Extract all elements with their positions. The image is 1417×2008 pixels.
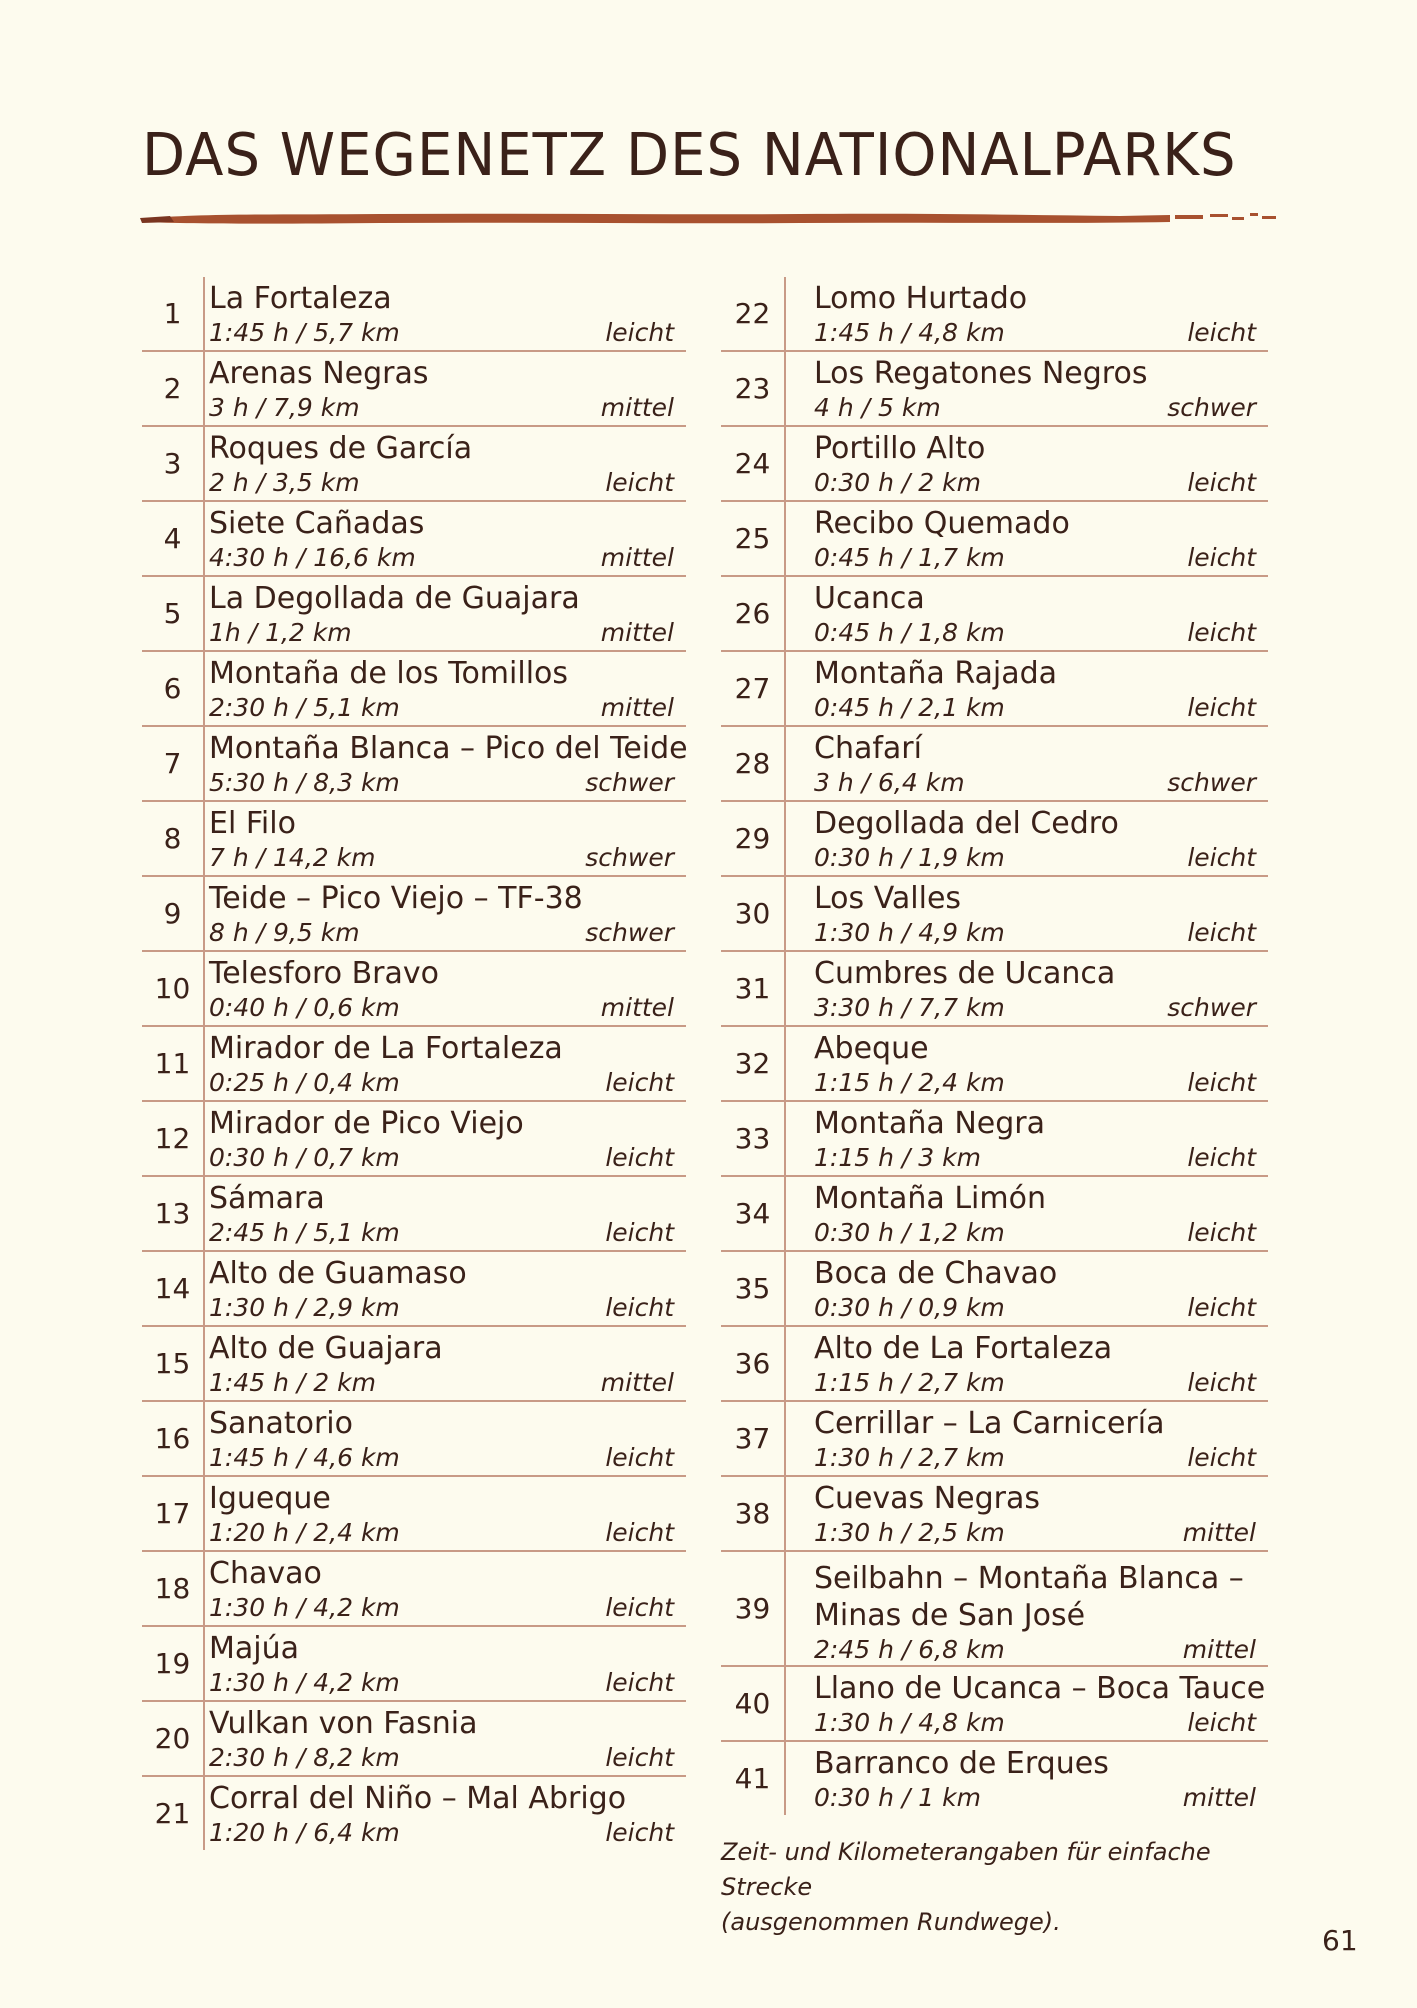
trail-difficulty: leicht — [1187, 318, 1256, 347]
trail-entry — [142, 352, 686, 427]
trail-entry — [721, 1742, 1268, 1815]
trail-name: Los Regatones Negros — [814, 356, 1148, 391]
trail-name: Sámara — [209, 1181, 325, 1216]
trail-number: 31 — [721, 952, 786, 1025]
trail-duration-distance: 0:30 h / 1,9 km — [814, 843, 1005, 872]
trail-duration-distance: 1:20 h / 2,4 km — [209, 1518, 400, 1547]
trail-duration-distance: 1:30 h / 2,5 km — [814, 1518, 1005, 1547]
trail-difficulty: mittel — [600, 393, 674, 422]
trail-duration-distance: 0:45 h / 2,1 km — [814, 693, 1005, 722]
trail-difficulty: leicht — [1187, 693, 1256, 722]
trail-difficulty: leicht — [605, 1818, 674, 1847]
trail-difficulty: mittel — [600, 618, 674, 647]
trail-number: 28 — [721, 727, 786, 800]
trail-number: 16 — [142, 1402, 205, 1475]
trail-duration-distance: 2:45 h / 6,8 km — [814, 1635, 1005, 1664]
trail-number: 9 — [142, 877, 205, 950]
trail-name: Cuevas Negras — [814, 1481, 1041, 1516]
trail-duration-distance: 4:30 h / 16,6 km — [209, 543, 416, 572]
trail-entry — [142, 577, 686, 652]
trail-number: 15 — [142, 1327, 205, 1400]
trail-difficulty: leicht — [1187, 918, 1256, 947]
trail-entry — [142, 1102, 686, 1177]
trail-number: 24 — [721, 427, 786, 500]
trail-number: 1 — [142, 277, 205, 350]
trail-duration-distance: 0:30 h / 1 km — [814, 1783, 981, 1812]
trail-name: Mirador de Pico Viejo — [209, 1106, 524, 1141]
trail-name: Llano de Ucanca – Boca Tauce — [814, 1671, 1266, 1706]
trail-duration-distance: 0:30 h / 2 km — [814, 468, 981, 497]
trail-difficulty: leicht — [605, 1593, 674, 1622]
trail-number: 32 — [721, 1027, 786, 1100]
trail-duration-distance: 5:30 h / 8,3 km — [209, 768, 400, 797]
trail-difficulty: leicht — [1187, 468, 1256, 497]
trail-duration-distance: 1:30 h / 2,9 km — [209, 1293, 400, 1322]
trail-entry — [721, 502, 1268, 577]
trail-number: 12 — [142, 1102, 205, 1175]
trail-entry — [142, 1027, 686, 1102]
trail-name: La Fortaleza — [209, 281, 392, 316]
trail-difficulty: leicht — [1187, 1368, 1256, 1397]
trail-name: Portillo Alto — [814, 431, 986, 466]
trail-name: Montaña Rajada — [814, 656, 1058, 691]
trail-entry — [142, 802, 686, 877]
trail-difficulty: schwer — [585, 768, 674, 797]
trail-difficulty: leicht — [605, 1068, 674, 1097]
trail-name: Montaña Negra — [814, 1106, 1045, 1141]
trail-name: Cerrillar – La Carnicería — [814, 1406, 1165, 1441]
trail-name: Telesforo Bravo — [209, 956, 439, 991]
trail-name: Sanatorio — [209, 1406, 353, 1441]
trail-difficulty: mittel — [600, 1368, 674, 1397]
trail-number: 18 — [142, 1552, 205, 1625]
trail-number: 19 — [142, 1627, 205, 1700]
trail-difficulty: leicht — [1187, 1443, 1256, 1472]
trail-difficulty: schwer — [585, 918, 674, 947]
trail-difficulty: mittel — [600, 993, 674, 1022]
trail-entry — [721, 1667, 1268, 1742]
trail-name: Arenas Negras — [209, 356, 429, 391]
trail-difficulty: leicht — [1187, 1218, 1256, 1247]
trail-entry — [142, 277, 686, 352]
trail-number: 7 — [142, 727, 205, 800]
trail-entry — [142, 727, 686, 802]
trail-duration-distance: 0:40 h / 0,6 km — [209, 993, 400, 1022]
trail-number: 38 — [721, 1477, 786, 1550]
trail-number: 3 — [142, 427, 205, 500]
trail-difficulty: schwer — [1167, 393, 1256, 422]
trail-duration-distance: 1:15 h / 3 km — [814, 1143, 981, 1172]
trail-entry — [142, 877, 686, 952]
trail-name: Alto de Guajara — [209, 1331, 443, 1366]
trail-name: Recibo Quemado — [814, 506, 1070, 541]
footnote-line: Zeit- und Kilometerangaben für einfache Strecke — [721, 1838, 1211, 1901]
trail-difficulty: leicht — [1187, 843, 1256, 872]
trail-number: 23 — [721, 352, 786, 425]
trail-number: 29 — [721, 802, 786, 875]
trail-name: Montaña de los Tomillos — [209, 656, 569, 691]
trail-duration-distance: 1:30 h / 2,7 km — [814, 1443, 1005, 1472]
trail-duration-distance: 2:30 h / 8,2 km — [209, 1743, 400, 1772]
trail-name: Siete Cañadas — [209, 506, 425, 541]
trail-duration-distance: 7 h / 14,2 km — [209, 843, 376, 872]
trail-duration-distance: 1:30 h / 4,9 km — [814, 918, 1005, 947]
page-title: DAS WEGENETZ DES NATIONALPARKS — [142, 121, 1237, 190]
trail-entry — [142, 1327, 686, 1402]
trail-duration-distance: 1:45 h / 4,6 km — [209, 1443, 400, 1472]
trail-list-left — [142, 277, 686, 1850]
trail-number: 13 — [142, 1177, 205, 1250]
page-number: 61 — [1322, 1924, 1358, 1957]
trail-duration-distance: 1h / 1,2 km — [209, 618, 352, 647]
brush-stroke-divider — [140, 205, 1280, 231]
trail-difficulty: leicht — [605, 1293, 674, 1322]
trail-name: Mirador de La Fortaleza — [209, 1031, 563, 1066]
trail-duration-distance: 1:30 h / 4,2 km — [209, 1668, 400, 1697]
trail-difficulty: leicht — [1187, 1293, 1256, 1322]
trail-entry — [142, 502, 686, 577]
trail-number: 25 — [721, 502, 786, 575]
trail-name: Chafarí — [814, 731, 922, 766]
trail-difficulty: leicht — [1187, 1708, 1256, 1737]
trail-entry — [721, 1477, 1268, 1552]
trail-entry — [721, 427, 1268, 502]
trail-number: 34 — [721, 1177, 786, 1250]
trail-name: Roques de García — [209, 431, 473, 466]
trail-entry — [721, 802, 1268, 877]
trail-number: 2 — [142, 352, 205, 425]
trail-duration-distance: 0:30 h / 0,9 km — [814, 1293, 1005, 1322]
trail-entry — [721, 727, 1268, 802]
trail-difficulty: mittel — [1182, 1783, 1256, 1812]
trail-name: Corral del Niño – Mal Abrigo — [209, 1781, 627, 1816]
trail-duration-distance: 1:45 h / 4,8 km — [814, 318, 1005, 347]
trail-entry — [721, 652, 1268, 727]
trail-duration-distance: 2:45 h / 5,1 km — [209, 1218, 400, 1247]
trail-number: 26 — [721, 577, 786, 650]
trail-entry — [142, 1627, 686, 1702]
trail-duration-distance: 0:30 h / 1,2 km — [814, 1218, 1005, 1247]
trail-entry — [721, 277, 1268, 352]
trail-name: Montaña Blanca – Pico del Teide — [209, 731, 688, 766]
trail-name: Cumbres de Ucanca — [814, 956, 1116, 991]
trail-number: 41 — [721, 1742, 786, 1815]
trail-number: 5 — [142, 577, 205, 650]
trail-entry — [721, 952, 1268, 1027]
trail-number: 17 — [142, 1477, 205, 1550]
trail-duration-distance: 1:20 h / 6,4 km — [209, 1818, 400, 1847]
trail-duration-distance: 0:25 h / 0,4 km — [209, 1068, 400, 1097]
trail-duration-distance: 1:15 h / 2,4 km — [814, 1068, 1005, 1097]
trail-difficulty: leicht — [605, 318, 674, 347]
trail-entry — [142, 952, 686, 1027]
trail-name: Abeque — [814, 1031, 929, 1066]
trail-entry — [142, 1252, 686, 1327]
trail-name: Seilbahn – Montaña Blanca – — [814, 1561, 1244, 1596]
trail-duration-distance: 8 h / 9,5 km — [209, 918, 360, 947]
trail-duration-distance: 0:45 h / 1,8 km — [814, 618, 1005, 647]
footnote — [721, 1835, 1281, 1940]
trail-entry — [721, 1552, 1268, 1667]
trail-difficulty: leicht — [605, 1743, 674, 1772]
trail-number: 30 — [721, 877, 786, 950]
trail-name: Chavao — [209, 1556, 322, 1591]
trail-duration-distance: 3:30 h / 7,7 km — [814, 993, 1005, 1022]
trail-name: Vulkan von Fasnia — [209, 1706, 478, 1741]
trail-name: Igueque — [209, 1481, 331, 1516]
trail-difficulty: leicht — [1187, 618, 1256, 647]
trail-difficulty: leicht — [1187, 1068, 1256, 1097]
trail-number: 36 — [721, 1327, 786, 1400]
trail-difficulty: mittel — [1182, 1635, 1256, 1664]
trail-number: 8 — [142, 802, 205, 875]
trail-name: Majúa — [209, 1631, 299, 1666]
footnote-line: (ausgenommen Rundwege). — [721, 1908, 1061, 1936]
trail-duration-distance: 1:30 h / 4,8 km — [814, 1708, 1005, 1737]
trail-number: 6 — [142, 652, 205, 725]
trail-name: Teide – Pico Viejo – TF-38 — [209, 881, 583, 916]
trail-entry — [721, 1327, 1268, 1402]
trail-number: 10 — [142, 952, 205, 1025]
trail-name: Boca de Chavao — [814, 1256, 1058, 1291]
trail-name: Alto de Guamaso — [209, 1256, 467, 1291]
trail-number: 37 — [721, 1402, 786, 1475]
trail-number: 39 — [721, 1552, 786, 1665]
trail-duration-distance: 1:45 h / 5,7 km — [209, 318, 400, 347]
trail-number: 35 — [721, 1252, 786, 1325]
trail-name: La Degollada de Guajara — [209, 581, 580, 616]
trail-entry — [721, 1252, 1268, 1327]
trail-difficulty: leicht — [605, 1218, 674, 1247]
trail-name: Alto de La Fortaleza — [814, 1331, 1113, 1366]
trail-difficulty: leicht — [1187, 543, 1256, 572]
trail-difficulty: leicht — [605, 1143, 674, 1172]
trail-entry — [142, 1177, 686, 1252]
trail-number: 33 — [721, 1102, 786, 1175]
trail-number: 14 — [142, 1252, 205, 1325]
trail-duration-distance: 1:15 h / 2,7 km — [814, 1368, 1005, 1397]
trail-name: El Filo — [209, 806, 296, 841]
trail-number: 21 — [142, 1777, 205, 1850]
trail-duration-distance: 4 h / 5 km — [814, 393, 941, 422]
trail-entry — [142, 1477, 686, 1552]
trail-entry — [142, 427, 686, 502]
trail-difficulty: leicht — [605, 1518, 674, 1547]
trail-entry — [142, 1552, 686, 1627]
trail-difficulty: schwer — [1167, 768, 1256, 797]
trail-number: 22 — [721, 277, 786, 350]
trail-duration-distance: 0:45 h / 1,7 km — [814, 543, 1005, 572]
trail-entry — [721, 1102, 1268, 1177]
trail-name: Barranco de Erques — [814, 1746, 1109, 1781]
trail-difficulty: mittel — [1182, 1518, 1256, 1547]
trail-entry — [721, 877, 1268, 952]
trail-name: Los Valles — [814, 881, 962, 916]
trail-number: 27 — [721, 652, 786, 725]
trail-difficulty: mittel — [600, 693, 674, 722]
trail-difficulty: leicht — [605, 468, 674, 497]
trail-entry — [142, 1402, 686, 1477]
trail-entry — [721, 1402, 1268, 1477]
trail-list-right — [721, 277, 1268, 1815]
trail-difficulty: mittel — [600, 543, 674, 572]
trail-name: Lomo Hurtado — [814, 281, 1028, 316]
trail-number: 11 — [142, 1027, 205, 1100]
trail-entry — [142, 652, 686, 727]
trail-duration-distance: 3 h / 6,4 km — [814, 768, 965, 797]
trail-duration-distance: 1:45 h / 2 km — [209, 1368, 376, 1397]
trail-entry — [142, 1777, 686, 1850]
trail-difficulty: leicht — [605, 1443, 674, 1472]
trail-entry — [721, 577, 1268, 652]
trail-difficulty: schwer — [1167, 993, 1256, 1022]
trail-duration-distance: 2 h / 3,5 km — [209, 468, 360, 497]
trail-difficulty: schwer — [585, 843, 674, 872]
trail-difficulty: leicht — [605, 1668, 674, 1697]
trail-number: 20 — [142, 1702, 205, 1775]
trail-name: Montaña Limón — [814, 1181, 1046, 1216]
trail-duration-distance: 3 h / 7,9 km — [209, 393, 360, 422]
trail-entry — [721, 1027, 1268, 1102]
trail-name: Degollada del Cedro — [814, 806, 1119, 841]
trail-number: 4 — [142, 502, 205, 575]
trail-entry — [721, 1177, 1268, 1252]
trail-duration-distance: 1:30 h / 4,2 km — [209, 1593, 400, 1622]
trail-name-continued: Minas de San José — [814, 1598, 1086, 1633]
trail-number: 40 — [721, 1667, 786, 1740]
trail-name: Ucanca — [814, 581, 925, 616]
trail-entry — [721, 352, 1268, 427]
trail-entry — [142, 1702, 686, 1777]
trail-difficulty: leicht — [1187, 1143, 1256, 1172]
trail-duration-distance: 2:30 h / 5,1 km — [209, 693, 400, 722]
trail-duration-distance: 0:30 h / 0,7 km — [209, 1143, 400, 1172]
